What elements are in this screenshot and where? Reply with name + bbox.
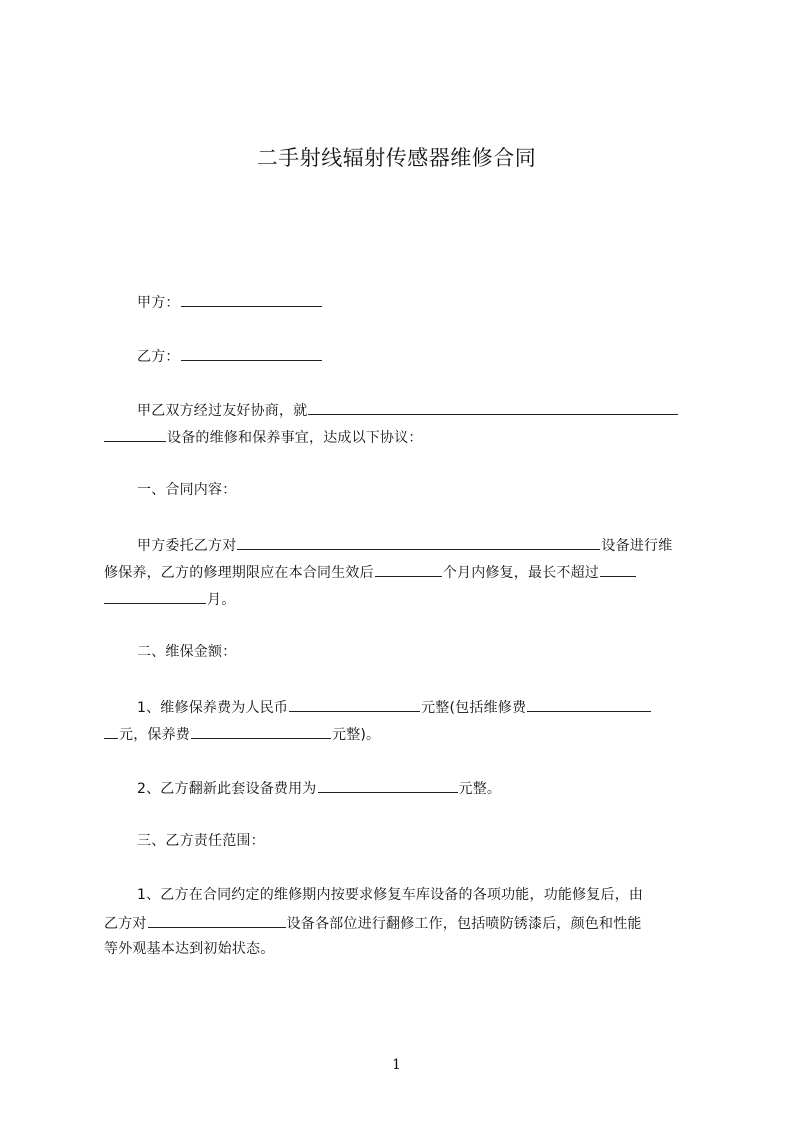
- equipment-name-blank-2[interactable]: [104, 426, 166, 442]
- section1-heading: 一、合同内容：: [137, 482, 237, 498]
- section1-p1-line1: [137, 534, 672, 556]
- section2-text-2: 元整(包括维修费: [421, 700, 527, 716]
- upkeep-fee-blank[interactable]: [191, 723, 331, 739]
- section1-text-2: 设备进行维: [601, 538, 673, 554]
- intro-text-1: 甲乙双方经过友好协商，就: [137, 403, 308, 419]
- equipment-name-blank-1[interactable]: [308, 399, 678, 415]
- party-a-label: 甲方：: [137, 295, 180, 311]
- party-b-label: 乙方：: [137, 349, 180, 365]
- max-months-blank-2[interactable]: [104, 588, 206, 604]
- section3-item1-line3: 等外观基本达到初始状态。: [104, 941, 275, 957]
- document-title: 二手射线辐射传感器维修合同: [256, 146, 537, 170]
- section3-heading: 三、乙方责任范围：: [137, 833, 265, 849]
- party-a-line: [137, 291, 323, 313]
- refurbish-equipment-blank[interactable]: [148, 912, 286, 928]
- section2-item1-line2: [104, 723, 380, 745]
- section2-heading: 二、维保金额：: [137, 644, 237, 660]
- section1-text-3: 修保养，乙方的修理期限应在本合同生效后: [104, 565, 374, 581]
- page-number: 1: [392, 1057, 401, 1073]
- intro-text-2: 设备的维修和保养事宜，达成以下协议：: [167, 430, 423, 446]
- maintenance-fee-blank[interactable]: [289, 696, 420, 712]
- section2-text-1: 1、维修保养费为人民币: [137, 700, 289, 716]
- section3-item1-line2: [104, 912, 642, 934]
- section3-item1-line1: 1、乙方在合同约定的维修期内按要求修复车库设备的各项功能，功能修复后，由: [137, 887, 644, 903]
- section1-p1-line2: [104, 561, 637, 583]
- section2-item2-line: [137, 777, 501, 799]
- section3-text-2: 设备各部位进行翻修工作，包括喷防锈漆后，颜色和性能: [286, 916, 642, 932]
- intro-line-2: [104, 426, 423, 448]
- repair-months-blank[interactable]: [375, 561, 442, 577]
- section2-item1-line1: [137, 696, 652, 718]
- section1-p1-line3: [104, 588, 235, 610]
- party-b-line: [137, 345, 323, 367]
- intro-line-1: [137, 399, 679, 421]
- refurbish-fee-blank[interactable]: [318, 777, 458, 793]
- repair-fee-blank-1[interactable]: [527, 696, 651, 712]
- repair-equipment-blank[interactable]: [237, 534, 600, 550]
- section1-text-4: 个月内修复，最长不超过: [442, 565, 600, 581]
- party-a-blank[interactable]: [181, 291, 322, 307]
- repair-fee-blank-2[interactable]: [104, 723, 118, 739]
- section2-text-6: 元整。: [458, 781, 502, 797]
- section3-text-1: 乙方对: [104, 916, 147, 932]
- section2-text-5: 2、乙方翻新此套设备费用为: [137, 781, 317, 797]
- section1-text-1: 甲方委托乙方对: [137, 538, 237, 554]
- max-months-blank-1[interactable]: [600, 561, 636, 577]
- party-b-blank[interactable]: [181, 345, 322, 361]
- section2-text-4: 元整)。: [332, 727, 381, 743]
- section1-text-5: 月。: [207, 592, 236, 608]
- section2-text-3: 元，保养费: [119, 727, 190, 743]
